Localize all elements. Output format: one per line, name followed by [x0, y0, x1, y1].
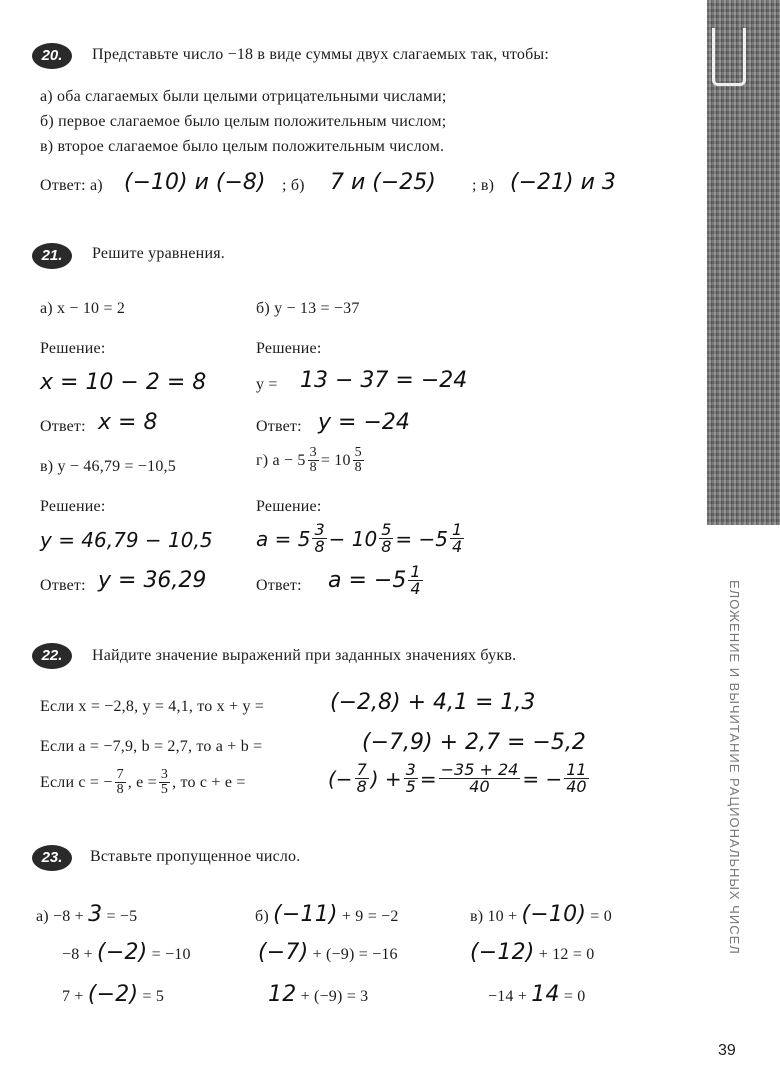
expression-part: , то c + e = — [172, 773, 246, 791]
exercise-prompt: Решите уравнения. — [92, 245, 225, 262]
exercise-prompt: Вставьте пропущенное число. — [90, 848, 301, 865]
fraction — [439, 762, 521, 795]
row-part: + (−9) = 3 — [296, 988, 369, 1005]
equation-d-mid: = 10 — [320, 451, 351, 469]
fraction-denominator: 5 — [160, 782, 169, 797]
solution-label: Решение: — [256, 498, 322, 515]
answer-label: Ответ: а) — [40, 177, 103, 194]
fraction-numerator: 3 — [405, 760, 416, 779]
fraction-denominator: 40 — [469, 777, 490, 796]
exercise-number-badge: 20. — [32, 43, 72, 69]
row-part: = −5 — [102, 908, 138, 925]
equation-c: в) y − 46,79 = −10,5 — [40, 458, 176, 475]
solution-d-part: − 10 — [328, 526, 378, 551]
handwritten-solution-d — [256, 522, 466, 555]
handwritten-answer-c: y = 36,29 — [98, 568, 207, 593]
fraction — [115, 768, 126, 797]
fraction-numerator: 5 — [381, 520, 392, 539]
condition-a: а) оба слагаемых были целыми отрицательными числами; — [40, 88, 447, 105]
row-part: + 9 = −2 — [337, 908, 399, 925]
answer-label: Ответ: — [256, 577, 302, 594]
answer-label: Ответ: — [40, 577, 86, 594]
handwritten-solution-c: y = 46,79 − 10,5 — [40, 528, 213, 552]
result-part: = − — [522, 766, 563, 791]
exercise-prompt: Представьте число −18 в виде суммы двух слагаемых так, чтобы: — [92, 46, 550, 63]
row-part: = 0 — [559, 988, 586, 1005]
fraction-numerator: 11 — [566, 760, 587, 779]
fraction-numerator: 7 — [116, 767, 124, 782]
handwritten-missing-number: 12 — [268, 982, 297, 1007]
fraction-denominator: 40 — [566, 777, 587, 796]
row-part: в) 10 + — [470, 908, 522, 925]
result-part: (− — [328, 766, 353, 791]
fill-in-row-c2 — [470, 940, 594, 965]
solution-label: Решение: — [40, 498, 106, 515]
handwritten-missing-number: 14 — [531, 982, 560, 1007]
condition-c: в) второе слагаемое было целым положительным числом. — [40, 138, 445, 155]
chapter-mark-icon — [712, 28, 746, 86]
answer-separator-b: ; б) — [282, 177, 305, 194]
expression-line-3 — [40, 768, 246, 797]
handwritten-answer-b: 7 и (−25) — [330, 170, 436, 195]
row-part: б) — [255, 908, 274, 925]
fraction-denominator: 8 — [354, 460, 362, 475]
row-part: = 5 — [138, 988, 165, 1005]
row-part: + (−9) = −16 — [308, 946, 398, 963]
fill-in-row-a1 — [36, 902, 137, 927]
handwritten-result-3 — [328, 762, 591, 795]
fraction-numerator: 3 — [309, 445, 317, 460]
handwritten-missing-number: (−10) — [521, 902, 587, 927]
solution-label: Решение: — [40, 340, 106, 357]
fraction-denominator: 8 — [314, 537, 325, 556]
fraction-numerator: 3 — [160, 767, 169, 782]
fraction-numerator: −35 + 24 — [440, 760, 519, 779]
handwritten-answer-a: x = 8 — [98, 410, 158, 435]
fraction-denominator: 4 — [410, 579, 421, 598]
fraction — [308, 446, 319, 475]
handwritten-missing-number: 3 — [88, 902, 103, 927]
fraction-denominator: 4 — [452, 537, 463, 556]
handwritten-solution-b: 13 − 37 = −24 — [300, 368, 468, 393]
fill-in-row-b2 — [258, 940, 398, 965]
solution-d-part: a = 5 — [256, 526, 311, 551]
exercise-number-badge: 22. — [32, 643, 72, 669]
fraction — [159, 768, 170, 797]
equation-a: а) x − 10 = 2 — [40, 300, 126, 317]
fraction-denominator: 5 — [405, 777, 416, 796]
handwritten-missing-number: (−2) — [97, 940, 148, 965]
fraction — [379, 522, 393, 555]
fraction — [404, 762, 418, 795]
fraction-numerator: 7 — [356, 760, 367, 779]
fraction-numerator: 1 — [410, 562, 421, 581]
row-part: −14 + — [488, 988, 532, 1005]
solution-label: Решение: — [256, 340, 322, 357]
fraction-denominator: 8 — [356, 777, 367, 796]
handwritten-result-2: (−7,9) + 2,7 = −5,2 — [362, 730, 586, 755]
handwritten-answer-c: (−21) и 3 — [510, 170, 616, 195]
fill-in-row-c1 — [470, 902, 612, 927]
fraction — [450, 522, 464, 555]
exercise-number-badge: 23. — [32, 845, 72, 871]
handwritten-missing-number: (−12) — [470, 940, 535, 965]
row-part: −8 + — [62, 946, 98, 963]
expression-part: , e = — [127, 773, 157, 791]
fill-in-row-a2 — [62, 940, 191, 965]
handwritten-solution-a: x = 10 − 2 = 8 — [40, 370, 207, 395]
handwritten-answer-d — [328, 564, 425, 597]
equation-d — [256, 446, 366, 475]
result-part: = — [419, 766, 437, 791]
fill-in-row-b3 — [268, 982, 368, 1007]
answer-label: Ответ: — [256, 418, 302, 435]
side-chapter-title: ЕЛОЖЕНИЕ И ВЫЧИТАНИЕ РАЦИОНАЛЬНЫХ ЧИСЕЛ — [727, 580, 742, 955]
page-number: 39 — [718, 1042, 736, 1059]
fraction — [355, 762, 369, 795]
expression-line-1: Если x = −2,8, y = 4,1, то x + y = — [40, 698, 265, 715]
handwritten-missing-number: (−7) — [258, 940, 309, 965]
fraction-numerator: 1 — [452, 520, 463, 539]
condition-b: б) первое слагаемое было целым положительным числом; — [40, 113, 447, 130]
equation-b: б) y − 13 = −37 — [256, 300, 360, 317]
solution-prefix-b: y = — [256, 376, 278, 393]
fraction-denominator: 8 — [309, 460, 317, 475]
fraction-denominator: 8 — [381, 537, 392, 556]
row-part: 7 + — [62, 988, 88, 1005]
handwritten-answer-b: y = −24 — [318, 410, 410, 435]
handwritten-answer-a: (−10) и (−8) — [124, 170, 266, 195]
equation-d-prefix: г) a − 5 — [256, 451, 306, 469]
answer-d-part: a = −5 — [328, 568, 407, 593]
fraction-numerator: 3 — [314, 520, 325, 539]
fraction — [353, 446, 364, 475]
answer-label: Ответ: — [40, 418, 86, 435]
fraction — [408, 564, 422, 597]
handwritten-missing-number: (−11) — [273, 902, 338, 927]
answer-separator-c: ; в) — [472, 177, 495, 194]
result-part: ) + — [370, 766, 402, 791]
row-part: а) −8 + — [36, 908, 89, 925]
fill-in-row-b1 — [255, 902, 399, 927]
exercise-prompt: Найдите значение выражений при заданных значениях букв. — [92, 647, 517, 664]
row-part: = 0 — [586, 908, 612, 925]
row-part: + 12 = 0 — [534, 946, 595, 963]
exercise-number-badge: 21. — [32, 243, 72, 269]
fraction — [564, 762, 588, 795]
fraction — [312, 522, 326, 555]
fraction-numerator: 5 — [354, 445, 362, 460]
row-part: = −10 — [147, 946, 191, 963]
expression-part: Если c = − — [40, 773, 113, 791]
fill-in-row-c3 — [488, 982, 585, 1007]
expression-line-2: Если a = −7,9, b = 2,7, то a + b = — [40, 738, 263, 755]
fill-in-row-a3 — [62, 982, 164, 1007]
solution-d-part: = −5 — [395, 526, 449, 551]
fraction-denominator: 8 — [116, 782, 124, 797]
handwritten-result-1: (−2,8) + 4,1 = 1,3 — [330, 690, 536, 715]
handwritten-missing-number: (−2) — [87, 982, 139, 1007]
